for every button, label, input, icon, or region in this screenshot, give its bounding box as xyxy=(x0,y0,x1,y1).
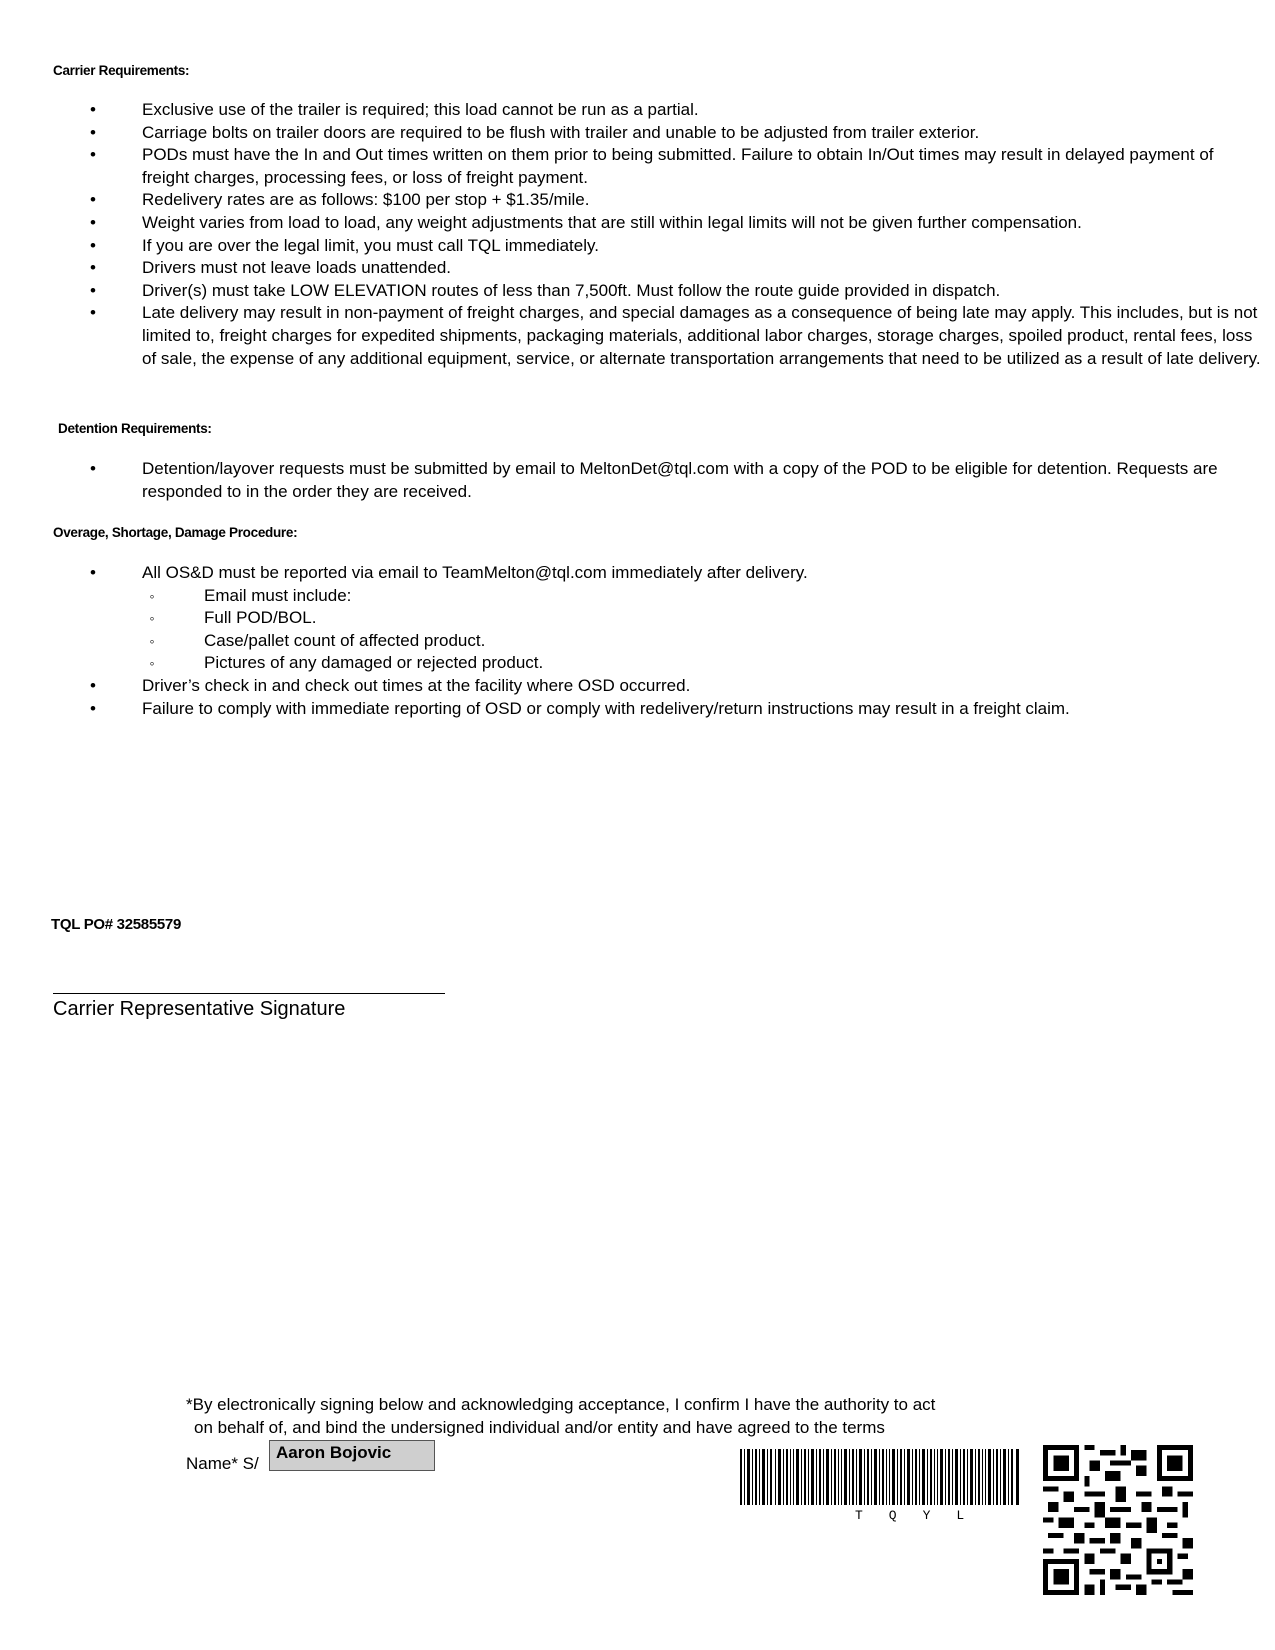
list-item: • Detention/layover requests must be submitted by email to MeltonDet@tql.com with a copy of the POD to be eligible for detention. Requests are responded to in the order they are received. xyxy=(83,458,1262,503)
name-field[interactable]: Aaron Bojovic xyxy=(269,1440,435,1471)
sublist-item: ◦ Email must include: xyxy=(83,585,1275,608)
osd-procedure-list xyxy=(83,562,1262,720)
list-item: • All OS&D must be reported via email to TeamMelton@tql.com immediately after delivery. ◦ Email must include: ◦ Full POD/BOL. ◦ Case/pallet count of affected product. ◦ Pictures of any damaged or rejected product. xyxy=(83,562,1262,675)
carrier-requirements-heading: Carrier Requirements: xyxy=(53,63,190,78)
carrier-requirements-list xyxy=(83,99,1262,370)
bullet-icon: • xyxy=(90,698,96,718)
list-item: • Exclusive use of the trailer is required; this load cannot be run as a partial. xyxy=(83,99,1262,122)
po-number: TQL PO# 32585579 xyxy=(51,916,182,933)
acknowledgement-line-2: on behalf of, and bind the undersigned individual and/or entity and have agreed to the terms xyxy=(194,1418,885,1437)
sub-bullet-icon: ◦ xyxy=(149,610,155,627)
detention-requirements-list xyxy=(83,458,1262,503)
bullet-icon: • xyxy=(90,122,96,142)
bullet-icon: • xyxy=(90,675,96,695)
bullet-icon: • xyxy=(90,258,96,278)
list-item: • Driver’s check in and check out times at the facility where OSD occurred. xyxy=(83,675,1262,698)
list-item: • Failure to comply with immediate reporting of OSD or comply with redelivery/return instructions may result in a freight claim. xyxy=(83,698,1262,721)
osd-sublist xyxy=(142,585,1262,675)
barcode-text: TQYL xyxy=(855,1508,991,1523)
bullet-icon: • xyxy=(90,145,96,165)
sub-bullet-icon: ◦ xyxy=(149,655,155,672)
bullet-icon: • xyxy=(90,563,96,582)
detention-requirements-heading: Detention Requirements: xyxy=(58,421,212,436)
acknowledgement-line-1: *By electronically signing below and acknowledging acceptance, I confirm I have the authority to act xyxy=(186,1395,936,1414)
list-item: • Weight varies from load to load, any weight adjustments that are still within legal limits will not be given further compensation. xyxy=(83,212,1262,235)
list-item: • Carriage bolts on trailer doors are required to be flush with trailer and unable to be adjusted from trailer exterior. xyxy=(83,122,1262,145)
signature-label: Carrier Representative Signature xyxy=(53,998,346,1020)
sub-bullet-icon: ◦ xyxy=(149,587,155,604)
acknowledgement-text xyxy=(186,1393,935,1439)
bullet-icon: • xyxy=(90,212,96,232)
bullet-icon: • xyxy=(90,280,96,300)
bullet-icon: • xyxy=(90,303,96,323)
list-item: • If you are over the legal limit, you must call TQL immediately. xyxy=(83,235,1262,258)
qr-code-icon xyxy=(1043,1445,1193,1595)
list-item: • Driver(s) must take LOW ELEVATION routes of less than 7,500ft. Must follow the route guide provided in dispatch. xyxy=(83,280,1262,303)
osd-procedure-heading: Overage, Shortage, Damage Procedure: xyxy=(53,525,298,540)
sublist-item: ◦ Case/pallet count of affected product. xyxy=(83,630,1275,653)
list-item: • Late delivery may result in non-payment of freight charges, and special damages as a consequence of being late may apply. This includes, but is not limited to, freight charges for expedited shipments, packaging materials, additional labor charges, storage charges, spoiled product, rental fees, loss of sale, the expense of any additional equipment, service, or alternate transportation arrangements that need to be utilized as a result of late delivery. xyxy=(83,302,1262,370)
bullet-icon: • xyxy=(90,100,96,119)
bullet-icon: • xyxy=(90,190,96,210)
sub-bullet-icon: ◦ xyxy=(149,632,155,649)
signature-line xyxy=(53,993,445,994)
list-item: • PODs must have the In and Out times written on them prior to being submitted. Failure to obtain In/Out times may result in delayed payment of freight charges, processing fees, or loss of freight payment. xyxy=(83,144,1262,189)
sublist-item: ◦ Full POD/BOL. xyxy=(83,607,1275,630)
sublist-item: ◦ Pictures of any damaged or rejected product. xyxy=(83,652,1275,675)
bullet-icon: • xyxy=(90,459,96,478)
bullet-icon: • xyxy=(90,235,96,255)
list-item: • Redelivery rates are as follows: $100 per stop + $1.35/mile. xyxy=(83,189,1262,212)
list-item: • Drivers must not leave loads unattended. xyxy=(83,257,1262,280)
name-label: Name* S/ xyxy=(186,1454,259,1473)
